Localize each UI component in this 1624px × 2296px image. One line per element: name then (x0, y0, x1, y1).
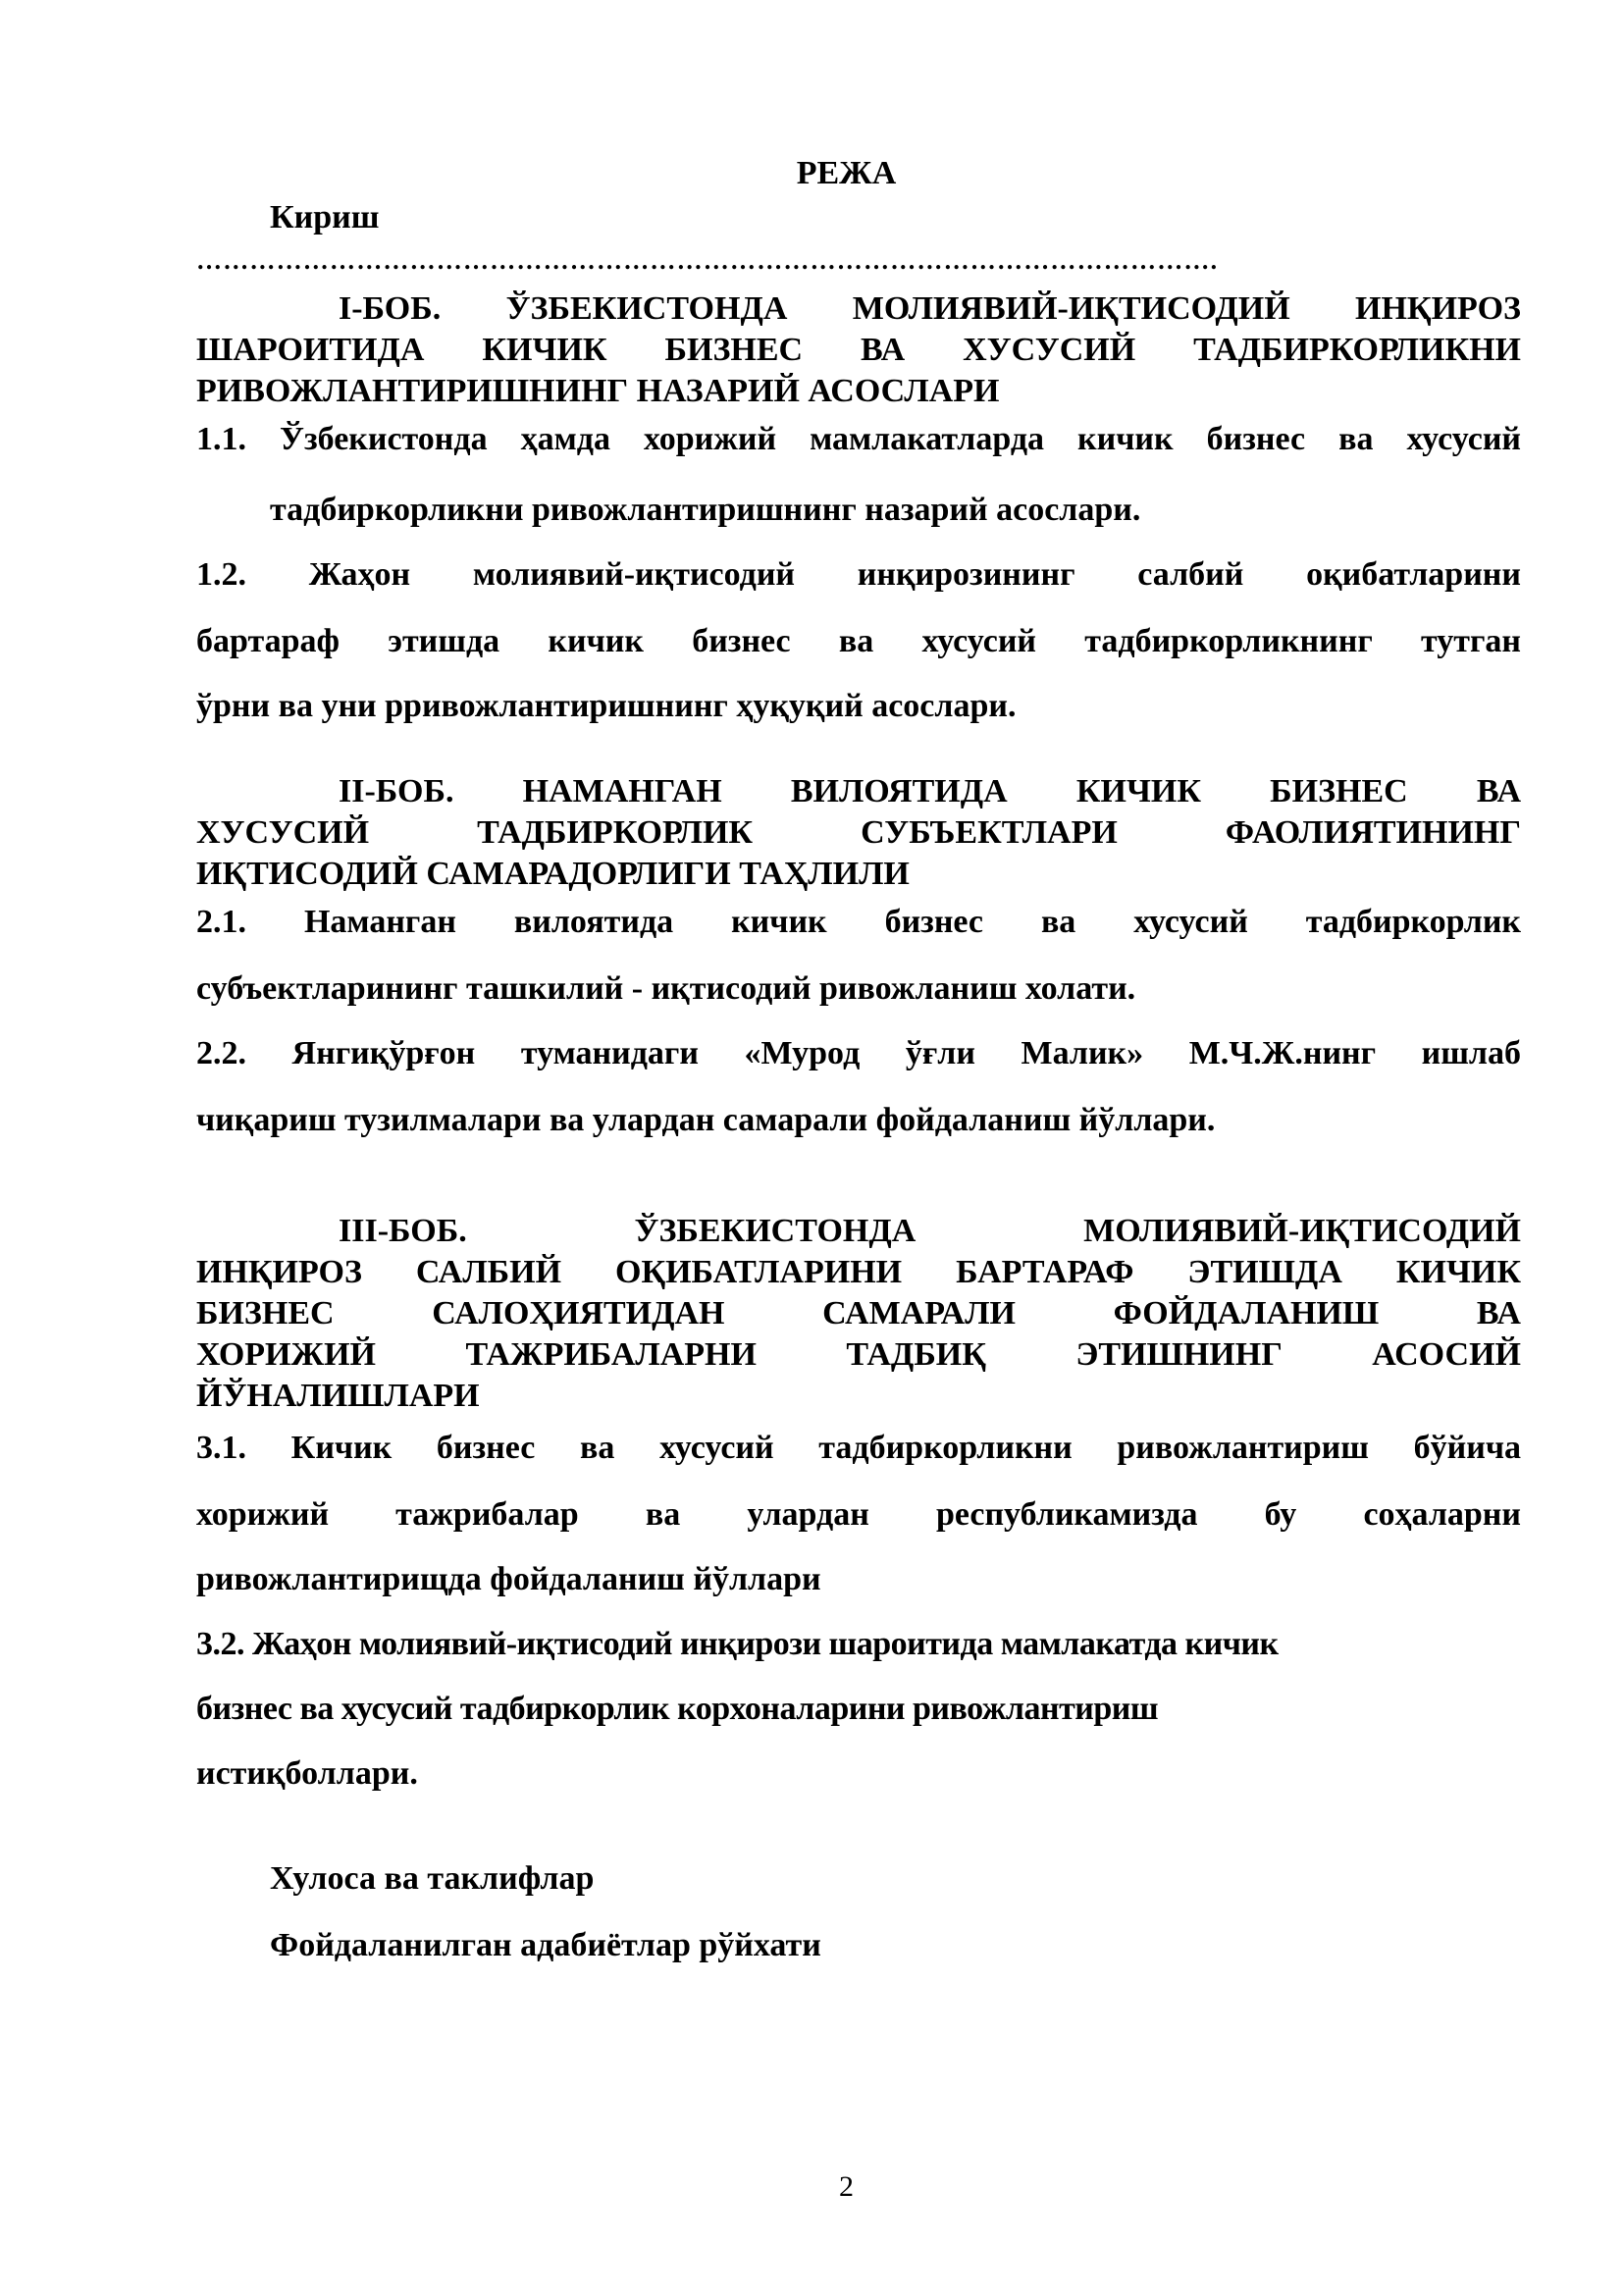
chapter-2-line-3: ИҚТИСОДИЙ САМАРАДОРЛИГИ ТАҲЛИЛИ (196, 856, 910, 892)
chapter-2-line-1: II-БОБ. НАМАНГАН ВИЛОЯТИДА КИЧИК БИЗНЕС ВА (339, 773, 1521, 809)
section-2-1-line-2: субъектларининг ташкилий - иқтисодий ривожланиш холати. (196, 970, 1136, 1007)
chapter-1-line-2: ШАРОИТИДА КИЧИК БИЗНЕС ВА ХУСУСИЙ ТАДБИРКОРЛИКНИ (196, 332, 1521, 368)
section-2-2-line-1: 2.2. Янгиқўрғон туманидаги «Мурод ўғли Малик» М.Ч.Ж.нинг ишлаб (196, 1035, 1521, 1071)
chapter-3-line-3: БИЗНЕС САЛОҲИЯТИДАН САМАРАЛИ ФОЙДАЛАНИШ ВА (196, 1295, 1521, 1331)
section-3-1-line-3: ривожлантирищда фойдаланиш йўллари (196, 1561, 821, 1597)
chapter-2-heading (196, 771, 1521, 895)
toc-conclusion: Хулоса ва таклифлар (270, 1860, 595, 1897)
section-1-1-line-2: тадбиркорликни ривожлантиришнинг назарий асослари. (270, 492, 1141, 528)
section-3-2-line-3: истиқболлари. (196, 1755, 418, 1792)
section-1-1-line-1: 1.1. Ўзбекистонда ҳамда хорижий мамлакатларда кичик бизнес ва хусусий (196, 421, 1521, 457)
chapter-1-heading (196, 288, 1521, 412)
page-title: РЕЖА (796, 155, 897, 191)
chapter-3-heading (196, 1211, 1521, 1417)
chapter-1-line-3: РИВОЖЛАНТИРИШНИНГ НАЗАРИЙ АСОСЛАРИ (196, 373, 1000, 409)
chapter-2-line-2: ХУСУСИЙ ТАДБИРКОРЛИК СУБЪЕКТЛАРИ ФАОЛИЯТИНИНГ (196, 814, 1521, 851)
page-number: 2 (839, 2170, 854, 2203)
chapter-1-line-1: I-БОБ. ЎЗБЕКИСТОНДА МОЛИЯВИЙ-ИҚТИСОДИЙ ИНҚИРОЗ (339, 290, 1521, 327)
section-3-2-line-1: 3.2. Жаҳон молиявий-иқтисодий инқирози шароитида мамлакатда кичик (196, 1626, 1279, 1662)
chapter-3-line-2: ИНҚИРОЗ САЛБИЙ ОҚИБАТЛАРИНИ БАРТАРАФ ЭТИШДА КИЧИК (196, 1254, 1521, 1290)
chapter-3-line-5: ЙЎНАЛИШЛАРИ (196, 1378, 480, 1414)
section-2-1-line-1: 2.1. Наманган вилоятида кичик бизнес ва хусусий тадбиркорлик (196, 904, 1521, 940)
section-2-2-line-2: чиқариш тузилмалари ва улардан самарали фойдаланиш йўллари. (196, 1102, 1216, 1138)
section-3-1-line-2: хорижий тажрибалар ва улардан республикамизда бу соҳаларни (196, 1496, 1521, 1533)
chapter-3-line-4: ХОРИЖИЙ ТАЖРИБАЛАРНИ ТАДБИҚ ЭТИШНИНГ АСОСИЙ (196, 1336, 1521, 1373)
section-1-2-line-1: 1.2. Жаҳон молиявий-иқтисодий инқирозининг салбий оқибатларини (196, 556, 1521, 593)
dot-leader: ……………………………………………………………………………………………………. (196, 251, 1219, 275)
chapter-3-line-1: III-БОБ. ЎЗБЕКИСТОНДА МОЛИЯВИЙ-ИҚТИСОДИЙ (339, 1213, 1521, 1249)
section-3-2-line-2: бизнес ва хусусий тадбиркорлик корхоналарини ривожлантириш (196, 1691, 1159, 1727)
toc-intro: Кириш (270, 199, 380, 235)
section-1-2-line-3: ўрни ва уни рривожлантиришнинг ҳуқуқий асослари. (196, 688, 1017, 724)
section-3-1-line-1: 3.1. Кичик бизнес ва хусусий тадбиркорликни ривожлантириш бўйича (196, 1430, 1521, 1466)
toc-references: Фойдаланилган адабиётлар рўйхати (270, 1927, 821, 1963)
section-1-2-line-2: бартараф этишда кичик бизнес ва хусусий тадбиркорликнинг тутган (196, 623, 1521, 659)
